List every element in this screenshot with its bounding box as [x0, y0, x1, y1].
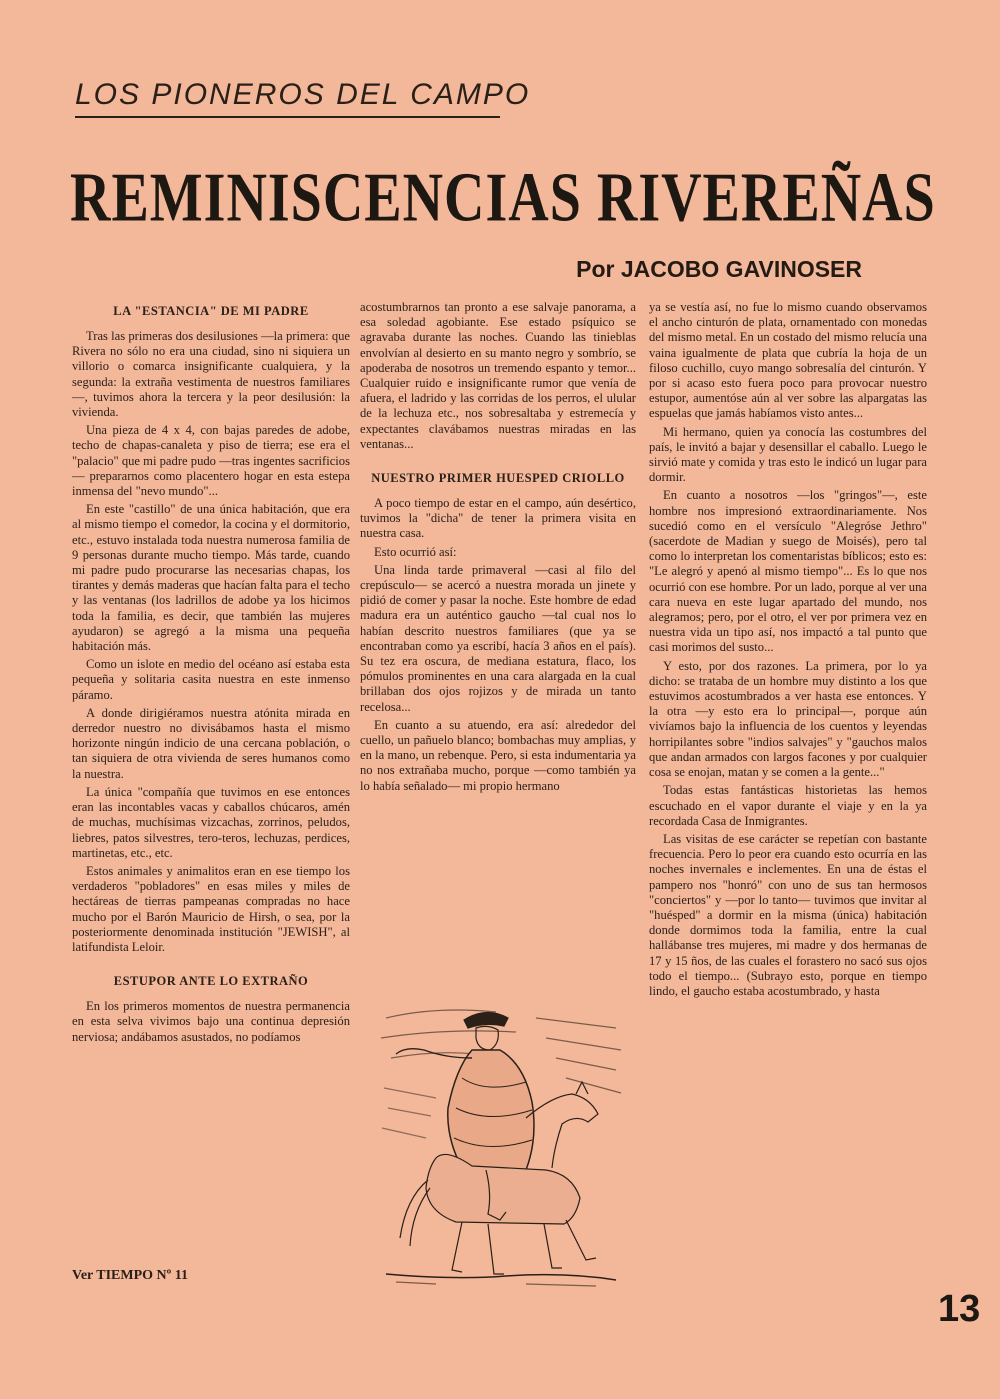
gaucho-horseback-illustration [376, 998, 624, 1288]
paragraph: Estos animales y animalitos eran en ese tiempo los verdaderos "pobladores" en esas miles y miles de hectáreas de tierras pampeanas compradas no hace mucho por el Barón Mauricio de Hirsh, o sea, por la posteriormente denominada institución "JEWISH", al latifundista Leloir. [72, 863, 350, 954]
paragraph: Tras las primeras dos desilusiones —la primera: que Rivera no sólo no era una ciudad, sino ni siquiera un villorio o comarca insignificante cualquiera, y la segunda: la extraña vestimenta de nuestros familiares—, tuvimos ahora la tercera y la peor desilusión: la vivienda. [72, 329, 350, 420]
paragraph: En cuanto a nosotros —los "gringos"—, este hombre nos impresionó extraordinariamente. Nos sucedió como en el versículo "Alegróse Jethro" (sacerdote de Madian y suego de Moisés), pero tal como lo interpretan los comentaristas bíblicos; esto es: "Le alegró y apenó al mismo tiempo"... Es lo que nos ocurrió con ese hombre. Por un lado, porque al ver una cara nueva en este lugar apartado del mundo, nos alegramos; pero, por el otro, el ver por primera vez en nuestra vida un tipo así, nos impactó a tal punto que casi morimos del susto... [649, 488, 927, 655]
paragraph: Todas estas fantásticas historietas las hemos escuchado en el vapor durante el viaje y en la ya recordada Casa de Inmigrantes. [649, 783, 927, 828]
section-header: LOS PIONEROS DEL CAMPO [75, 78, 500, 118]
paragraph: Y esto, por dos razones. La primera, por lo ya dicho: se trataba de un hombre muy distinto a los que estuvimos acostumbrados a ver hasta ese entonces. Y la otra —y esto era lo principal—, porque aún vivíamos bajo la influencia de los cuentos y leyendas horripilantes sobre "indios salvajes" y "gauchos malos que andan armados con largos facones y por cualquier cosa se enojan, matan y se comen a la gente..." [649, 658, 927, 780]
paragraph: ya se vestía así, no fue lo mismo cuando observamos el ancho cinturón de plata, ornamentado con monedas del mismo metal. En un costado del mismo relucía una vaina igualmente de plata que cubría la hoja de un filoso cuchillo, cuyo mango sobresalía del cinturón. Y por si acaso esto fuera poco para provocar nuestro estupor, aumentóse aún al ver sobre las alpargatas las espuelas que jamás habíamos visto antes... [649, 300, 927, 421]
paragraph: Mi hermano, quien ya conocía las costumbres del país, le invitó a bajar y desensillar el caballo. Luego le sirvió mate y comida y tras esto le indicó un lugar para dormir. [649, 424, 927, 485]
paragraph: En cuanto a su atuendo, era así: alrededor del cuello, un pañuelo blanco; bombachas muy amplias, y en la mano, un rebenque. Pero, si esta indumentaria ya no nos extrañaba mucho, porque —como también ya lo había señalado— mi propio hermano [360, 717, 636, 793]
paragraph: En este "castillo" de una única habitación, que era al mismo tiempo el comedor, la cocina y el dormitorio, etc., estuvo instalada toda nuestra numerosa familia de 9 personas durante mucho tiempo. Más tarde, cuando mi padre pudo procurarse las necesarias chapas, los tirantes y demás maderas que hacían falta para el techo y las ventanas (los ladrillos de adobe ya los hicimos toda la familia, es decir, que también las mujeres ayudaron) se agregó a la misma una pequeña habitación más. [72, 502, 350, 654]
paragraph: acostumbrarnos tan pronto a ese salvaje panorama, a esa soledad agobiante. Ese estado psíquico se agravaba durante las noches. Cuando las tinieblas envolvían al desierto en su manto negro y sombrío, se apoderaba de nosotros un tremendo espanto y temor... Cualquier ruido e insignificante rumor que venía de afuera, el ladrido y las corridas de los perros, el ulular de la lechuza etc., nos sobresaltaba y estremecía y expectantes clavábamos nuestras miradas en las ventanas... [360, 300, 636, 451]
paragraph: Esto ocurrió así: [374, 544, 457, 559]
article-column-3 [649, 300, 927, 1300]
paragraph: A poco tiempo de estar en el campo, aún desértico, tuvimos la "dicha" de tener la primera visita en nuestra casa. [360, 496, 636, 541]
subheading: LA "ESTANCIA" DE MI PADRE [113, 304, 309, 318]
paragraph: Las visitas de ese carácter se repetían con bastante frecuencia. Pero lo peor era cuando esto ocurría en las noches invernales e inclementes. En una de éstas el pampero nos "honró" con uno de sus tan hermosos "conciertos" y —por lo tanto— tuvimos que invitar al "huésped" a dormir en la misma (única) habitación donde dormimos toda la familia, entre la cual hallábanse tres mujeres, mi madre y dos hermanas de 17 y 15 ños, de las cuales el forastero no sacó sus ojos todo el tiempo... (Subrayo esto, porque en tiempo lindo, el gaucho estaba acostumbrado, y hasta [649, 831, 927, 998]
paragraph: Una pieza de 4 x 4, con bajas paredes de adobe, techo de chapas-canaleta y piso de tierra; ese era el "palacio" que mi padre pudo —tras ingentes sacrificios— prepararnos como placentero hogar en esta estepa inmensa del "nevo mundo"... [72, 423, 350, 499]
paragraph: La única "compañía que tuvimos en ese entonces eran las incontables vacas y caballos chúcaros, amén de muchas, muchísimas vizcachas, zorrinos, peludos, liebres, patos silvestres, tero-teros, lechuzas, perdices, martinetas, etc., etc. [72, 784, 350, 860]
subheading: NUESTRO PRIMER HUESPED CRIOLLO [371, 471, 625, 486]
continuation-reference: Ver TIEMPO Nº 11 [72, 1268, 188, 1283]
subheading: ESTUPOR ANTE LO EXTRAÑO [113, 974, 309, 989]
paragraph: Una linda tarde primaveral —casi al filo del crepúsculo— se acercó a nuestra morada un jinete y pidió de comer y pasar la noche. Este hombre de edad madura era un auténtico gaucho —tal cual nos lo habían descrito nuestros familiares (que ya se encontraban como ya escribí, hacía 3 años en el país). Su tez era oscura, de mediana estatura, flaco, los pómulos prominentes en una cara alargada en la cual brillaban dos ojos rojizos y de mirada un tanto recelosa... [360, 562, 636, 714]
article-column-1 [72, 300, 350, 1300]
page-number: 13 [938, 1288, 981, 1330]
byline: Por JACOBO GAVINOSER [576, 256, 862, 282]
paragraph: A donde dirigiéramos nuestra atónita mirada en derredor nuestro no divisábamos hasta el mismo horizonte ningún indicio de una cercana población, o tan siquiera de otra vivienda de seres humanos como la nuestra. [72, 705, 350, 781]
article-title: REMINISCENCIAS RIVEREÑAS [70, 159, 936, 237]
paragraph: En los primeros momentos de nuestra permanencia en esta selva vivimos bajo una continua depresión nerviosa; andábamos asustados, no podíamos [72, 999, 350, 1044]
paragraph: Como un islote en medio del océano así estaba esta pequeña y solitaria casita nuestra en este inmenso páramo. [72, 657, 350, 702]
